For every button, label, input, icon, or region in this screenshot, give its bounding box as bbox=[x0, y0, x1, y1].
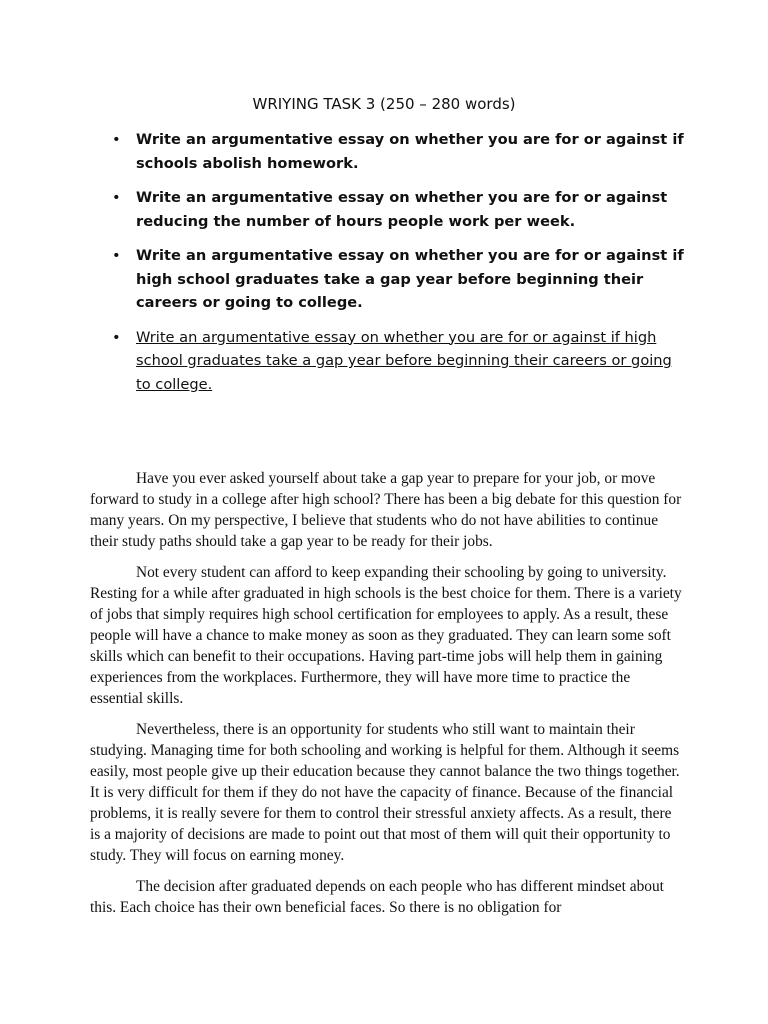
prompt-text: Write an argumentative essay on whether you are for or against if high school graduates take a gap year before beginning their careers or going to college. bbox=[136, 328, 672, 393]
list-item bbox=[108, 244, 688, 315]
bullet-icon: • bbox=[112, 189, 121, 206]
essay-body bbox=[90, 468, 682, 928]
essay-paragraph: Have you ever asked yourself about take a gap year to prepare for your job, or move forward to study in a college after high school? There has been a big debate for this question for many years. On my perspective, I believe that students who do not have abilities to continue their study paths should take a gap year to be ready for their jobs. bbox=[90, 470, 682, 550]
list-item bbox=[108, 326, 688, 397]
bullet-icon: • bbox=[112, 328, 121, 346]
task-prompt-list bbox=[108, 128, 688, 407]
prompt-text: Write an argumentative essay on whether you are for or against reducing the number of hours people work per week. bbox=[136, 189, 668, 230]
bullet-icon: • bbox=[112, 131, 121, 148]
prompt-text: Write an argumentative essay on whether you are for or against if schools abolish homework. bbox=[136, 131, 684, 172]
list-item bbox=[108, 128, 688, 175]
task-title: WRIYING TASK 3 (250 – 280 words) bbox=[252, 95, 516, 113]
list-item bbox=[108, 186, 688, 233]
essay-paragraph: Not every student can afford to keep expanding their schooling by going to university. Resting for a while after graduated in high schools is the best choice for them. There is a variety of jobs that simply requires high school certification for employees to apply. As a result, these people will have a chance to make money as soon as they graduated. They can learn some soft skills which can benefit to their occupations. Having part-time jobs will help them in gaining experiences from the workplaces. Furthermore, they will have more time to practice the essential skills. bbox=[90, 564, 682, 707]
essay-paragraph: The decision after graduated depends on each people who has different mindset about this. Each choice has their own beneficial faces. So there is no obligation for bbox=[90, 878, 664, 916]
prompt-text: Write an argumentative essay on whether you are for or against if high school graduates take a gap year before beginning their careers or going to college. bbox=[136, 247, 684, 311]
essay-paragraph: Nevertheless, there is an opportunity for students who still want to maintain their studying. Managing time for both schooling and working is helpful for them. Although it seems easily, most people give up their education because they cannot balance the two things together. It is very difficult for them if they do not have the capacity of finance. Because of the financial problems, it is really severe for them to control their stressful anxiety affects. As a result, there is a majority of decisions are made to point out that most of them will quit their opportunity to study. They will focus on earning money. bbox=[90, 721, 680, 864]
bullet-icon: • bbox=[112, 247, 121, 264]
